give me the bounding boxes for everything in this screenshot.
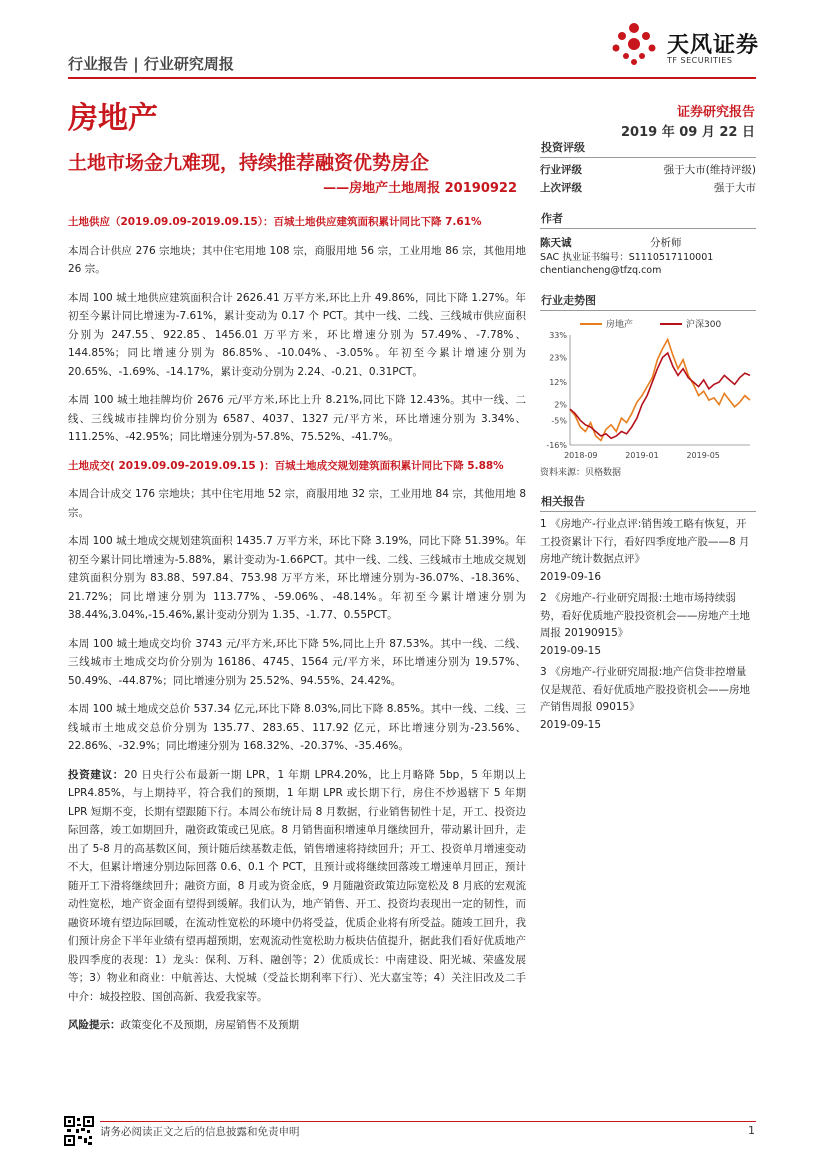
risk-head: 风险提示： (68, 1019, 121, 1031)
y-tick-label: 23% (549, 353, 567, 363)
doc-date: 2019 年 09 月 22 日 (621, 125, 755, 140)
chart-source: 资料来源：贝格数据 (540, 468, 622, 478)
y-tick-label: 2% (554, 400, 567, 410)
related-report-date: 2019-09-15 (540, 718, 602, 731)
paragraph-7: 本周 100 城土地成交总价 537.34 亿元,环比下降 8.03%,同比下降 8.85%。其中一线、二线、三线城市土地成交总价分别为 135.77、283.65、117.92 亿元，环比增速分别为-23.56%、22.86%、-32.9%；同比增速分别为 168.32%、-20.37%、-35.46%。 (68, 703, 526, 752)
sidebar (540, 138, 756, 734)
page-number: 1 (748, 1124, 755, 1137)
land-supply-highlight: 百城土地供应建筑面积累计同比下降 7.61% (273, 216, 482, 228)
x-tick-label: 2019-01 (625, 451, 659, 460)
paragraph-6: 本周 100 城土地成交均价 3743 元/平方米,环比下降 5%,同比上升 87.53%。其中一线、二线、三线城市土地成交均价分别为 16186、4745、1564 元/平方米，环比增速分别为 19.57%、50.49%、-44.87%；同比增速分别为 25.52%、94.55%、24.42%。 (68, 637, 526, 687)
report-title: 土地市场金九难现，持续推荐融资优势房企 (68, 152, 430, 174)
sector-title: 房地产 (68, 101, 158, 136)
related-report-1[interactable]: 1 《房地产-行业点评:销售竣工略有恢复，开工投资累计下行，看好四季度地产股——8 月房地产统计数据点评》 (540, 518, 750, 565)
author-row (540, 235, 756, 251)
paragraph-5: 本周 100 城土地成交规划建筑面积 1435.7 万平方米，环比下降 3.19%，同比下降 51.39%。年初至今累计同比增速为-5.88%，累计变动为-1.66PCT。其中一线、二线、三线城市土地成交规划建筑面积分别为 83.88、597.84、753.98 万平方米，环比增速分别为-36.07%、-18.36%、21.72%；同比增速分别为 113.77%、-59.06%、-48.14%。年初至今累计增速分别为 38.44%,3.04%,-15.46%,累计变动分别为 1.35、-1.77、0.55PCT。 (68, 535, 526, 621)
related-report-3[interactable]: 3 《房地产-行业研究周报:地产信贷非控增量仅是规范、看好优质地产股投资机会——房地产销售周报 09015》 (540, 666, 750, 713)
land-deal-highlight: 百城土地成交规划建筑面积累计同比下降 5.88% (274, 459, 504, 472)
y-tick-label: 12% (549, 378, 567, 388)
rating-row-previous (540, 179, 756, 197)
footer-disclaimer: 请务必阅读正文之后的信息披露和免责申明 (100, 1126, 300, 1138)
x-tick-label: 2018-09 (564, 451, 598, 460)
land-deal-heading (68, 457, 526, 476)
report-type: 行业报告 | 行业研究周报 (68, 55, 234, 73)
y-tick-label: -16% (546, 441, 567, 450)
author-sac: SAC 执业证书编号：S1110517110001 (540, 252, 714, 263)
trend-chart (540, 315, 756, 463)
x-tick-label: 2019-05 (686, 451, 720, 460)
risk-note (68, 1016, 526, 1035)
report-subtitle: ——房地产土地周报 20190922 (323, 181, 517, 196)
rating-row-industry (540, 161, 756, 179)
legend-label: 房地产 (606, 320, 634, 330)
paragraph-1: 本周合计供应 276 宗地块；其中住宅用地 108 宗，商服用地 56 宗，工业用地 86 宗，其他用地 26 宗。 (68, 244, 526, 275)
related-report-date: 2019-09-16 (540, 570, 602, 583)
logo-name: 天风证券 (667, 33, 760, 58)
land-supply-head: 土地供应（2019.09.09-2019.09.15）： (68, 216, 274, 228)
invest-body: 20 日央行公布最新一期 LPR，1 年期 LPR4.20%，比上月略降 5bp，5 年期以上 LPR4.85%，与上期持平，符合我们的预期，1 年期 LPR 或长期下行，房住不炒遏辖下 5 年期 LPR 短期不变，长期有望跟随下行。本周公布统计局 8 月数据，行业销售韧性十足，开工、投资边际回落，竣工如期回升，融资政策或已见底。8 月销售面积增速单月继续回升，带动累计回升，走出了 5-8 月的高基数区间，预计随后续基数走低，销售增速将持续回升；开工、投资单月增速变动不大，但累计增速分别边际回落 0.6、0.1 个 PCT，且预计或将继续回落竣工增速单月回正，预计随开工下滑将继续回升；融资方面，8 月或为资金底，9 月随融资政策边际宽松及 8 月底的宏观流动性宽松，地产资金面有望得到缓解。我们认为，地产销售、开工、投资均表现出一定的韧性，而融资环境有望边际回暖，在流动性宽松的环境中仍将受益，优质企业将有所受益。随竣工回升，我们预计房企下半年业绩有望再超预期，宏观流动性宽松助力板块估值提升，据此我们看好优质地产股四季度的表现：1）龙头：保利、万科、融创等；2）优质成长：中南建设、阳光城、荣盛发展等；3）物业和商业：中航善达、大悦城（受益长期利率下行）、光大嘉宝等；4）关注旧改及二手中介：城投控股、国创高新、我爱我家等。 (68, 768, 526, 1003)
land-supply-heading (68, 213, 526, 232)
series-line-real-estate (570, 340, 750, 441)
rating-label: 上次评级 (540, 182, 582, 194)
risk-body: 政策变化不及预期，房屋销售不及预期 (120, 1019, 299, 1031)
main-column (68, 213, 526, 1045)
author-name: 陈天诚 (540, 237, 572, 249)
trend-head: 行业走势图 (540, 291, 756, 311)
rating-value: 强于大市(维持评级) (663, 164, 756, 176)
rating-value: 强于大市 (714, 182, 756, 194)
author-role: 分析师 (650, 237, 682, 249)
investment-advice (68, 766, 526, 1007)
related-head: 相关报告 (540, 492, 756, 512)
related-report-date: 2019-09-15 (540, 644, 602, 657)
rating-head: 投资评级 (540, 138, 756, 158)
logo-mark-icon (608, 20, 664, 76)
logo-en: TF SECURITIES (667, 56, 733, 65)
footer-divider (100, 1121, 756, 1122)
author-head: 作者 (540, 209, 756, 229)
trend-chart-svg (540, 315, 756, 463)
author-email[interactable]: chentiancheng@tfzq.com (540, 265, 662, 276)
related-report-2[interactable]: 2 《房地产-行业研究周报:土地市场持续弱势，看好优质地产股投资机会——房地产土地周报 20190915》 (540, 592, 750, 639)
legend-label: 沪深300 (686, 320, 722, 330)
land-deal-head: 土地成交( 2019.09.09-2019.09.15 )： (68, 459, 275, 472)
rating-label: 行业评级 (540, 164, 582, 176)
qr-code-icon (64, 1116, 94, 1146)
y-tick-label: 33% (549, 331, 567, 340)
doc-type: 证券研究报告 (676, 105, 755, 120)
paragraph-4: 本周合计成交 176 宗地块；其中住宅用地 52 宗，商服用地 32 宗，工业用地 84 宗，其他用地 8 宗。 (68, 488, 526, 519)
y-tick-label: -5% (551, 416, 567, 426)
paragraph-3: 本周 100 城土地挂牌均价 2676 元/平方米,环比上升 8.21%,同比下降 12.43%。其中一线、二线、三线城市挂牌均价分别为 6587、4037、1327 元/平方米，环比增速分别为 3.34%、111.25%、-42.95%；同比增速分别为-57.8%、75.52%、-41.7%。 (68, 394, 526, 443)
header-divider (68, 77, 756, 79)
paragraph-2: 本周 100 城土地供应建筑面积合计 2626.41 万平方米,环比上升 49.86%，同比下降 1.27%。年初至今累计同比增速为-7.61%，累计变动为 0.17 个 PCT。其中一线、二线、三线城市供应面积分别为 247.55、922.85、1456.01 万平方米，环比增速分别为 57.49%、-7.78%、144.85%；同比增速分别为 86.85%、-10.04%、-3.05%。年初至今累计增速分别为 20.65%、-1.69%、-14.17%，累计变动分别为 2.24、-0.21、0.31PCT。 (68, 291, 526, 378)
invest-head: 投资建议： (68, 768, 124, 781)
